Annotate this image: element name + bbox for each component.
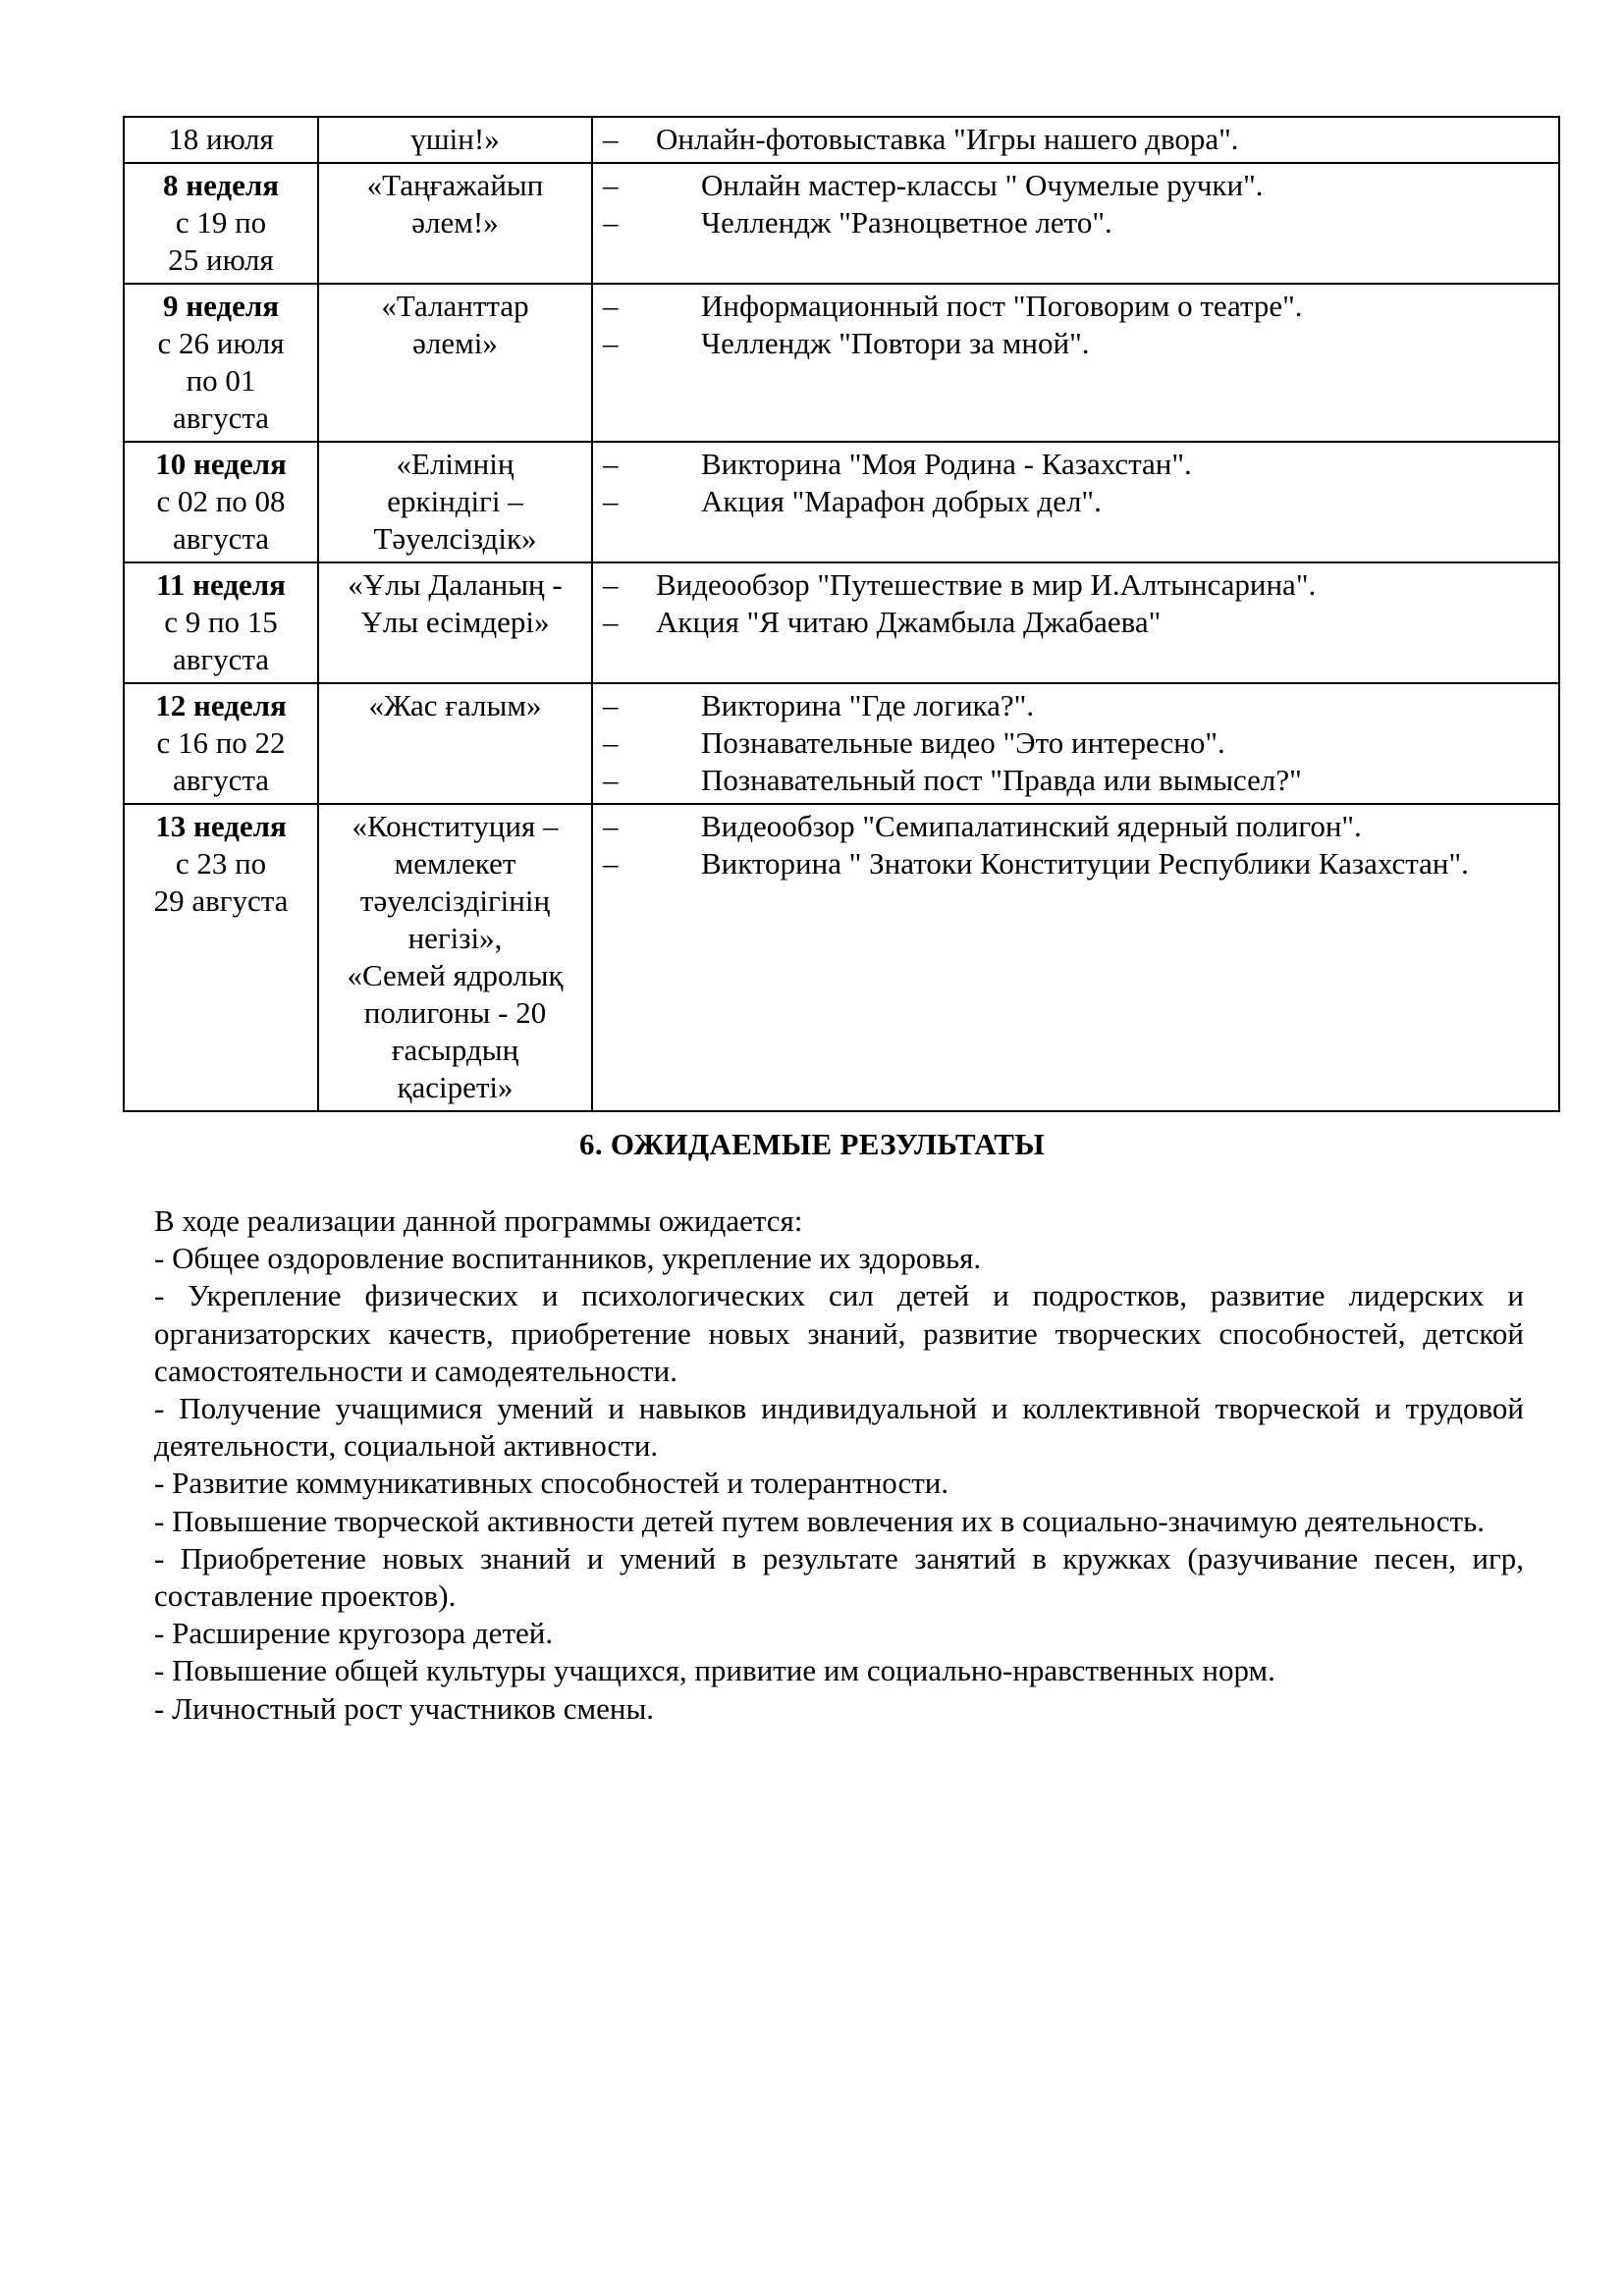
result-item: - Личностный рост участников смены.	[154, 1690, 655, 1726]
activity-item	[603, 604, 1548, 641]
week-dates: августа	[172, 763, 270, 797]
dash-marker: –	[603, 447, 619, 481]
dash-marker: –	[603, 725, 619, 760]
expected-results	[154, 1202, 1524, 1728]
activity-item	[603, 121, 1548, 158]
activity-item	[603, 483, 1548, 520]
theme-line: Тәуелсіздік»	[373, 521, 537, 556]
theme-line: тәуелсіздігінің	[359, 883, 551, 918]
schedule-row	[124, 562, 1559, 683]
dash-marker: –	[603, 205, 619, 240]
week-dates: по 01	[186, 363, 256, 398]
activity-item	[603, 687, 1548, 724]
schedule-row	[124, 804, 1559, 1111]
activities-cell	[592, 683, 1559, 804]
activities-cell	[592, 117, 1559, 163]
theme-line: негізі»,	[407, 921, 503, 955]
theme-line: ғасырдың	[391, 1033, 519, 1067]
activity-item	[603, 446, 1548, 483]
theme-line: Ұлы есімдері»	[360, 605, 550, 639]
week-dates: августа	[172, 521, 270, 556]
week-dates: с 23 по	[175, 846, 267, 881]
week-label: 8 неделя	[162, 168, 280, 202]
week-label: 9 неделя	[162, 289, 280, 323]
week-label: 11 неделя	[156, 567, 286, 602]
section-title: 6. ОЖИДАЕМЫЕ РЕЗУЛЬТАТЫ	[579, 1127, 1045, 1161]
dash-marker: –	[603, 484, 619, 518]
activity-item	[603, 845, 1548, 882]
week-dates: с 9 по 15	[164, 605, 278, 639]
activity-item	[603, 808, 1548, 845]
theme-cell	[318, 683, 592, 804]
dash-marker: –	[603, 122, 619, 156]
results-intro: В ходе реализации данной программы ожидается:	[154, 1203, 803, 1238]
theme-line: үшін!»	[410, 122, 500, 156]
week-label: 12 неделя	[155, 688, 287, 722]
schedule-table-body	[124, 117, 1559, 1111]
activities-cell	[592, 562, 1559, 683]
dash-marker: –	[603, 809, 619, 843]
activity-item	[603, 204, 1548, 241]
week-cell	[124, 163, 318, 284]
theme-line: «Елімнің	[396, 447, 514, 481]
activity-item	[603, 167, 1548, 204]
activity-text: Челлендж "Повтори за мной".	[701, 326, 1090, 360]
activity-text: Акция "Я читаю Джамбыла Джабаева"	[656, 605, 1162, 639]
week-dates: с 02 по 08	[156, 484, 286, 518]
week-cell	[124, 284, 318, 442]
theme-line: еркіндігі –	[387, 484, 523, 518]
dash-marker: –	[603, 846, 619, 881]
week-cell	[124, 804, 318, 1111]
week-label: 13 неделя	[155, 809, 287, 843]
activity-item	[603, 325, 1548, 362]
activity-text: Познавательные видео "Это интересно".	[701, 725, 1225, 760]
activities-cell	[592, 442, 1559, 562]
dash-marker: –	[603, 567, 619, 602]
activity-text: Видеообзор "Путешествие в мир И.Алтынсарина".	[656, 567, 1317, 602]
theme-line: әлем!»	[411, 205, 499, 240]
activity-item	[603, 288, 1548, 325]
activity-item	[603, 566, 1548, 604]
activities-cell	[592, 284, 1559, 442]
theme-line: «Таланттар	[381, 289, 529, 323]
week-dates: с 26 июля	[157, 326, 285, 360]
dash-marker: –	[603, 168, 619, 202]
result-item: - Приобретение новых знаний и умений в результате занятий в кружках (разучивание песен, игр, составление проектов).	[154, 1540, 1524, 1614]
dash-marker: –	[603, 605, 619, 639]
theme-cell	[318, 163, 592, 284]
week-dates: августа	[172, 400, 270, 435]
result-item: - Повышение общей культуры учащихся, привитие им социально-нравственных норм.	[154, 1653, 1275, 1688]
schedule-row	[124, 284, 1559, 442]
result-item: - Укрепление физических и психологических сил детей и подростков, развитие лидерских и организаторских качеств, приобретение новых знаний, развитие творческих способностей, детской самостоятельности и самодеятельности.	[154, 1278, 1524, 1388]
activity-text: Познавательный пост "Правда или вымысел?"	[701, 763, 1302, 797]
theme-cell	[318, 804, 592, 1111]
week-cell	[124, 683, 318, 804]
week-dates: 18 июля	[168, 122, 274, 156]
week-dates: с 19 по	[175, 205, 267, 240]
schedule-row	[124, 117, 1559, 163]
activity-text: Викторина "Где логика?".	[701, 688, 1035, 722]
theme-cell	[318, 284, 592, 442]
week-cell	[124, 442, 318, 562]
activity-text: Акция "Марафон добрых дел".	[701, 484, 1102, 518]
results-list	[154, 1240, 1524, 1728]
theme-line: «Ұлы Даланың -	[348, 567, 563, 602]
week-dates: с 16 по 22	[156, 725, 286, 760]
theme-line: әлемі»	[412, 326, 498, 360]
activity-text: Видеообзор "Семипалатинский ядерный полигон".	[701, 809, 1362, 843]
theme-line: мемлекет	[394, 846, 516, 881]
theme-line: «Жас ғалым»	[368, 688, 542, 722]
schedule-row	[124, 683, 1559, 804]
dash-marker: –	[603, 326, 619, 360]
theme-cell	[318, 117, 592, 163]
theme-line: қасіреті»	[397, 1070, 514, 1104]
week-label: 10 неделя	[155, 447, 287, 481]
activity-text: Онлайн мастер-классы " Очумелые ручки".	[701, 168, 1264, 202]
week-dates: 25 июля	[168, 242, 274, 277]
result-item: - Общее оздоровление воспитанников, укрепление их здоровья.	[154, 1241, 982, 1276]
activity-text: Челлендж "Разноцветное лето".	[701, 205, 1112, 240]
theme-line: «Семей ядролық	[347, 958, 564, 992]
result-item: - Расширение кругозора детей.	[154, 1616, 554, 1651]
dash-marker: –	[603, 688, 619, 722]
result-item: - Развитие коммуникативных способностей и толерантности.	[154, 1466, 949, 1501]
schedule-table	[123, 116, 1560, 1112]
theme-cell	[318, 442, 592, 562]
activities-cell	[592, 804, 1559, 1111]
theme-cell	[318, 562, 592, 683]
theme-line: «Таңғажайып	[366, 168, 544, 202]
week-cell	[124, 117, 318, 163]
activities-cell	[592, 163, 1559, 284]
activity-text: Информационный пост "Поговорим о театре".	[701, 289, 1303, 323]
activity-text: Викторина "Моя Родина - Казахстан".	[701, 447, 1192, 481]
result-item: - Получение учащимися умений и навыков индивидуальной и коллективной творческой и трудовой деятельности, социальной активности.	[154, 1391, 1524, 1464]
week-dates: августа	[172, 642, 270, 676]
dash-marker: –	[603, 763, 619, 797]
result-item: - Повышение творческой активности детей путем вовлечения их в социально-значимую деятельность.	[154, 1503, 1485, 1538]
week-dates: 29 августа	[153, 883, 289, 918]
schedule-row	[124, 442, 1559, 562]
activity-item	[603, 762, 1548, 799]
theme-line: полигоны - 20	[363, 995, 547, 1030]
schedule-row	[124, 163, 1559, 284]
week-cell	[124, 562, 318, 683]
dash-marker: –	[603, 289, 619, 323]
theme-line: «Конституция –	[352, 809, 559, 843]
activity-item	[603, 724, 1548, 762]
activity-text: Викторина " Знатоки Конституции Республики Казахстан".	[701, 846, 1469, 881]
activity-text: Онлайн-фотовыставка "Игры нашего двора".	[656, 122, 1239, 156]
